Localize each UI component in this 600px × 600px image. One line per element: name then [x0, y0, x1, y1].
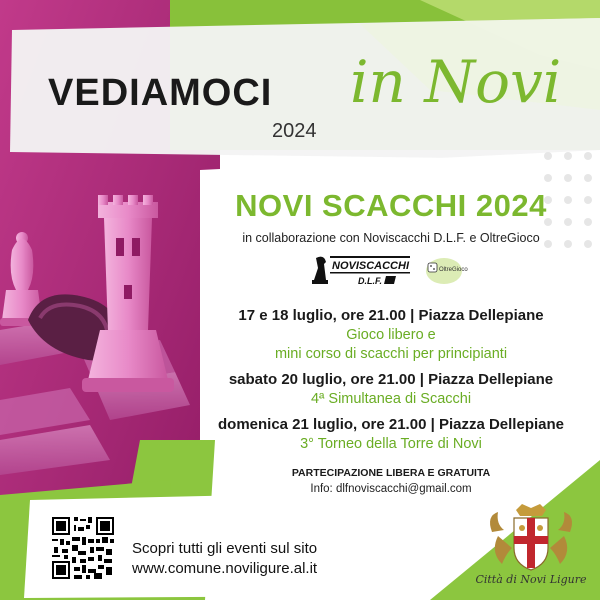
schedule-item-1-when: 17 e 18 luglio, ore 21.00 | Piazza Dellepiane: [238, 307, 544, 324]
schedule-item-1-line1: Gioco libero e: [346, 327, 436, 343]
schedule-item-1-line2: mini corso di scacchi per principianti: [274, 346, 508, 362]
footer-website-link[interactable]: www.comune.noviligure.al.it: [132, 560, 318, 577]
footer-line1: Scopri tutti gli eventi sul sito: [132, 540, 318, 557]
event-title: NOVI SCACCHI 2024: [235, 188, 547, 223]
schedule-item-1: [204, 306, 578, 364]
schedule-item-3-line1: 3° Torneo della Torre di Novi: [300, 436, 482, 452]
schedule-item-2-when: sabato 20 luglio, ore 21.00 | Piazza Dellepiane: [228, 371, 554, 388]
header-year: 2024: [272, 120, 317, 142]
schedule-item-2-line1: 4ª Simultanea di Scacchi: [310, 391, 472, 407]
noviscacchi-dlf-text: D.L.F.: [358, 276, 382, 286]
participation-text: PARTECIPAZIONE LIBERA E GRATUITA: [291, 467, 491, 479]
header-script-title: in Novi: [350, 48, 562, 116]
header-title: VEDIAMOCI: [48, 72, 273, 114]
footer-text: [132, 539, 317, 579]
schedule-item-3-when: domenica 21 luglio, ore 21.00 | Piazza Dellepiane: [218, 416, 564, 433]
collaboration-text: in collaborazione con Noviscacchi D.L.F. e OltreGioco: [242, 231, 540, 245]
qr-code[interactable]: [50, 515, 116, 581]
oltregioco-logo: [424, 257, 468, 285]
noviscacchi-logo-text: NOVISCACCHI: [332, 260, 410, 272]
city-crest-icon: [484, 502, 578, 572]
schedule-item-3: [204, 415, 578, 454]
city-name: Città di Novi Ligure: [475, 573, 587, 586]
schedule-item-2: [204, 370, 578, 409]
oltregioco-logo-text: OltreGioco: [439, 267, 468, 273]
noviscacchi-logo: [310, 252, 412, 288]
info-email[interactable]: Info: dlfnoviscacchi@gmail.com: [310, 483, 472, 495]
